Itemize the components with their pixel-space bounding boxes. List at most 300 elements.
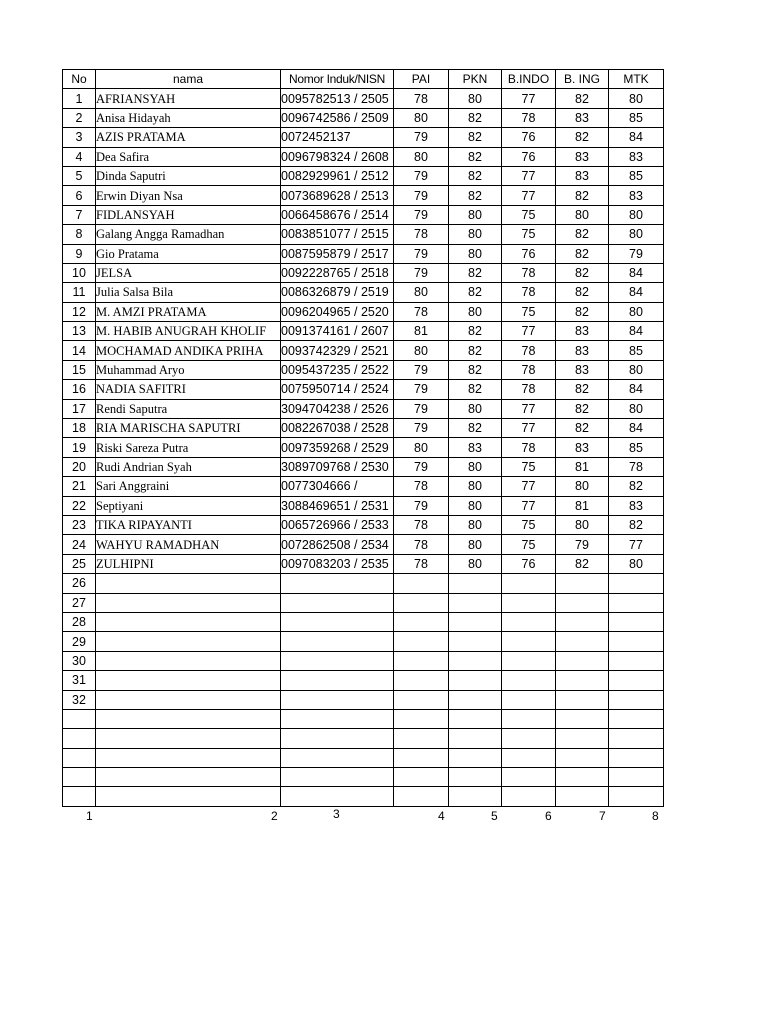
header-pkn: PKN xyxy=(449,70,502,89)
score-pai xyxy=(394,729,449,748)
score-pkn: 82 xyxy=(449,360,502,379)
score-bindo xyxy=(502,632,556,651)
score-pkn: 80 xyxy=(449,205,502,224)
score-bing xyxy=(556,651,609,670)
score-bindo xyxy=(502,651,556,670)
score-bindo xyxy=(502,787,556,806)
student-nisn: 0096742586 / 2509 xyxy=(281,108,394,127)
score-mtk: 80 xyxy=(609,302,664,321)
score-pai xyxy=(394,690,449,709)
row-number: 6 xyxy=(63,186,96,205)
student-name: Rudi Andrian Syah xyxy=(96,457,281,476)
row-number: 5 xyxy=(63,166,96,185)
student-nisn xyxy=(281,768,394,787)
score-mtk: 83 xyxy=(609,186,664,205)
score-pkn: 80 xyxy=(449,457,502,476)
student-name: Riski Sareza Putra xyxy=(96,438,281,457)
student-name: Septiyani xyxy=(96,496,281,515)
score-mtk xyxy=(609,651,664,670)
student-name: Sari Anggraini xyxy=(96,477,281,496)
table-row xyxy=(63,574,664,593)
score-bing: 82 xyxy=(556,399,609,418)
score-mtk xyxy=(609,632,664,651)
score-bing xyxy=(556,632,609,651)
table-row xyxy=(63,690,664,709)
score-bindo: 78 xyxy=(502,341,556,360)
score-mtk: 80 xyxy=(609,89,664,108)
table-row xyxy=(63,399,664,418)
student-nisn xyxy=(281,651,394,670)
score-bing: 82 xyxy=(556,244,609,263)
student-nisn: 0066458676 / 2514 xyxy=(281,205,394,224)
score-bing: 79 xyxy=(556,535,609,554)
student-name xyxy=(96,671,281,690)
student-name xyxy=(96,709,281,728)
score-pkn: 80 xyxy=(449,477,502,496)
student-name: WAHYU RAMADHAN xyxy=(96,535,281,554)
score-bindo xyxy=(502,593,556,612)
row-number: 14 xyxy=(63,341,96,360)
student-nisn: 0075950714 / 2524 xyxy=(281,380,394,399)
score-pkn: 80 xyxy=(449,554,502,573)
student-name xyxy=(96,612,281,631)
score-bing xyxy=(556,593,609,612)
row-number: 8 xyxy=(63,225,96,244)
student-name: Julia Salsa Bila xyxy=(96,283,281,302)
score-pai: 79 xyxy=(394,186,449,205)
score-pkn: 82 xyxy=(449,128,502,147)
score-bing: 82 xyxy=(556,380,609,399)
student-name: Dea Safira xyxy=(96,147,281,166)
score-mtk: 77 xyxy=(609,535,664,554)
student-name: Dinda Saputri xyxy=(96,166,281,185)
score-pkn xyxy=(449,593,502,612)
student-nisn: 0091374161 / 2607 xyxy=(281,322,394,341)
score-bindo: 75 xyxy=(502,205,556,224)
score-pai: 79 xyxy=(394,399,449,418)
score-bindo: 75 xyxy=(502,225,556,244)
row-number: 13 xyxy=(63,322,96,341)
score-mtk: 84 xyxy=(609,380,664,399)
column-number: 2 xyxy=(271,809,278,823)
score-bindo: 77 xyxy=(502,322,556,341)
score-mtk: 80 xyxy=(609,360,664,379)
table-row xyxy=(63,263,664,282)
score-bing: 83 xyxy=(556,360,609,379)
header-pai: PAI xyxy=(394,70,449,89)
row-number: 19 xyxy=(63,438,96,457)
table-row xyxy=(63,108,664,127)
score-bindo: 75 xyxy=(502,535,556,554)
table-row xyxy=(63,787,664,806)
score-bindo: 77 xyxy=(502,496,556,515)
score-pai: 79 xyxy=(394,419,449,438)
row-number: 9 xyxy=(63,244,96,263)
student-nisn xyxy=(281,690,394,709)
score-bing: 80 xyxy=(556,477,609,496)
score-bindo: 75 xyxy=(502,457,556,476)
row-number: 18 xyxy=(63,419,96,438)
score-pkn: 82 xyxy=(449,419,502,438)
row-number: 4 xyxy=(63,147,96,166)
score-pai: 79 xyxy=(394,496,449,515)
table-row xyxy=(63,128,664,147)
score-pkn xyxy=(449,709,502,728)
score-pai xyxy=(394,768,449,787)
score-pkn: 80 xyxy=(449,89,502,108)
column-number: 5 xyxy=(491,809,498,823)
score-pai: 79 xyxy=(394,205,449,224)
score-bindo: 77 xyxy=(502,186,556,205)
score-pai: 79 xyxy=(394,128,449,147)
student-nisn: 3089709768 / 2530 xyxy=(281,457,394,476)
score-bing xyxy=(556,574,609,593)
student-nisn: 0077304666 / xyxy=(281,477,394,496)
score-pkn: 82 xyxy=(449,283,502,302)
score-pai xyxy=(394,593,449,612)
score-pai: 78 xyxy=(394,302,449,321)
score-mtk: 85 xyxy=(609,108,664,127)
student-name: M. AMZI PRATAMA xyxy=(96,302,281,321)
score-mtk: 83 xyxy=(609,147,664,166)
header-row xyxy=(63,70,664,89)
student-name xyxy=(96,632,281,651)
score-bindo: 78 xyxy=(502,380,556,399)
column-number: 4 xyxy=(438,809,445,823)
row-number: 3 xyxy=(63,128,96,147)
table-row xyxy=(63,147,664,166)
score-bindo: 77 xyxy=(502,399,556,418)
score-pai: 79 xyxy=(394,360,449,379)
table-row xyxy=(63,593,664,612)
student-nisn: 0082929961 / 2512 xyxy=(281,166,394,185)
score-pkn: 80 xyxy=(449,399,502,418)
score-bindo: 77 xyxy=(502,89,556,108)
score-bindo: 77 xyxy=(502,477,556,496)
student-name xyxy=(96,768,281,787)
score-mtk xyxy=(609,729,664,748)
row-number: 25 xyxy=(63,554,96,573)
score-bindo: 78 xyxy=(502,108,556,127)
score-bing: 82 xyxy=(556,89,609,108)
score-bing xyxy=(556,612,609,631)
student-nisn: 0086326879 / 2519 xyxy=(281,283,394,302)
score-mtk xyxy=(609,612,664,631)
score-mtk xyxy=(609,574,664,593)
table-row xyxy=(63,438,664,457)
student-name: Galang Angga Ramadhan xyxy=(96,225,281,244)
score-bindo xyxy=(502,671,556,690)
score-mtk: 85 xyxy=(609,341,664,360)
column-number: 3 xyxy=(333,807,340,821)
score-bindo: 76 xyxy=(502,128,556,147)
score-pkn: 82 xyxy=(449,380,502,399)
score-pai: 79 xyxy=(394,263,449,282)
score-bing: 81 xyxy=(556,457,609,476)
score-pai: 78 xyxy=(394,554,449,573)
score-bindo xyxy=(502,612,556,631)
score-pkn: 80 xyxy=(449,496,502,515)
score-mtk: 84 xyxy=(609,263,664,282)
score-pai: 78 xyxy=(394,535,449,554)
table-row xyxy=(63,166,664,185)
row-number: 15 xyxy=(63,360,96,379)
student-name xyxy=(96,651,281,670)
student-nisn: 0097359268 / 2529 xyxy=(281,438,394,457)
row-number: 29 xyxy=(63,632,96,651)
score-pkn: 82 xyxy=(449,263,502,282)
score-mtk: 85 xyxy=(609,166,664,185)
score-pai: 79 xyxy=(394,166,449,185)
score-pai: 78 xyxy=(394,89,449,108)
row-number: 1 xyxy=(63,89,96,108)
score-pai xyxy=(394,574,449,593)
row-number: 16 xyxy=(63,380,96,399)
score-pai: 81 xyxy=(394,322,449,341)
score-bing xyxy=(556,768,609,787)
student-nisn: 3094704238 / 2526 xyxy=(281,399,394,418)
grade-table xyxy=(62,69,664,807)
student-name xyxy=(96,690,281,709)
score-mtk: 82 xyxy=(609,515,664,534)
score-bindo xyxy=(502,709,556,728)
row-number: 23 xyxy=(63,515,96,534)
student-name: Rendi Saputra xyxy=(96,399,281,418)
table-row xyxy=(63,651,664,670)
score-bing: 81 xyxy=(556,496,609,515)
table-row xyxy=(63,709,664,728)
score-bing xyxy=(556,729,609,748)
table-row xyxy=(63,419,664,438)
column-number-row xyxy=(0,808,768,824)
score-pkn: 83 xyxy=(449,438,502,457)
student-nisn xyxy=(281,709,394,728)
score-mtk: 80 xyxy=(609,225,664,244)
score-mtk: 85 xyxy=(609,438,664,457)
score-bing: 82 xyxy=(556,186,609,205)
student-name: TIKA RIPAYANTI xyxy=(96,515,281,534)
score-pkn: 82 xyxy=(449,166,502,185)
row-number xyxy=(63,768,96,787)
score-bing: 82 xyxy=(556,263,609,282)
table-row xyxy=(63,729,664,748)
score-mtk xyxy=(609,787,664,806)
table-row xyxy=(63,302,664,321)
column-number: 8 xyxy=(652,809,659,823)
student-name xyxy=(96,593,281,612)
table-row xyxy=(63,515,664,534)
score-bindo: 77 xyxy=(502,419,556,438)
score-pai: 78 xyxy=(394,225,449,244)
row-number: 21 xyxy=(63,477,96,496)
student-nisn: 0072452137 xyxy=(281,128,394,147)
student-name: FIDLANSYAH xyxy=(96,205,281,224)
table-row xyxy=(63,225,664,244)
table-row xyxy=(63,632,664,651)
header-bing: B. ING xyxy=(556,70,609,89)
header-nama: nama xyxy=(96,70,281,89)
student-nisn: 0095782513 / 2505 xyxy=(281,89,394,108)
score-pkn: 82 xyxy=(449,322,502,341)
score-pkn: 82 xyxy=(449,108,502,127)
score-bing: 80 xyxy=(556,515,609,534)
table-row xyxy=(63,244,664,263)
table-row xyxy=(63,535,664,554)
score-pkn: 82 xyxy=(449,147,502,166)
student-nisn xyxy=(281,729,394,748)
student-nisn: 3088469651 / 2531 xyxy=(281,496,394,515)
table-row xyxy=(63,322,664,341)
score-pkn xyxy=(449,574,502,593)
table-row xyxy=(63,380,664,399)
score-bing: 82 xyxy=(556,419,609,438)
student-name: Erwin Diyan Nsa xyxy=(96,186,281,205)
student-nisn xyxy=(281,632,394,651)
student-name: ZULHIPNI xyxy=(96,554,281,573)
score-mtk: 78 xyxy=(609,457,664,476)
score-bindo xyxy=(502,729,556,748)
score-pkn: 80 xyxy=(449,515,502,534)
student-nisn: 0082267038 / 2528 xyxy=(281,419,394,438)
score-mtk: 84 xyxy=(609,322,664,341)
score-bing xyxy=(556,671,609,690)
table-row xyxy=(63,496,664,515)
student-nisn: 0092228765 / 2518 xyxy=(281,263,394,282)
score-pkn xyxy=(449,632,502,651)
student-nisn: 0096798324 / 2608 xyxy=(281,147,394,166)
table-row xyxy=(63,283,664,302)
score-pai: 80 xyxy=(394,341,449,360)
score-pai: 80 xyxy=(394,438,449,457)
student-nisn: 0083851077 / 2515 xyxy=(281,225,394,244)
table-row xyxy=(63,89,664,108)
row-number: 31 xyxy=(63,671,96,690)
score-bindo: 78 xyxy=(502,360,556,379)
student-nisn xyxy=(281,574,394,593)
student-name: AZIS PRATAMA xyxy=(96,128,281,147)
row-number: 30 xyxy=(63,651,96,670)
score-pkn: 82 xyxy=(449,186,502,205)
score-bing: 82 xyxy=(556,128,609,147)
score-bing: 83 xyxy=(556,438,609,457)
score-bing: 82 xyxy=(556,225,609,244)
row-number: 24 xyxy=(63,535,96,554)
score-mtk: 83 xyxy=(609,496,664,515)
score-pkn xyxy=(449,612,502,631)
score-pkn xyxy=(449,690,502,709)
score-bindo: 78 xyxy=(502,283,556,302)
score-bindo: 76 xyxy=(502,244,556,263)
row-number: 32 xyxy=(63,690,96,709)
student-name xyxy=(96,787,281,806)
score-bing: 83 xyxy=(556,108,609,127)
table-row xyxy=(63,671,664,690)
score-mtk: 80 xyxy=(609,399,664,418)
row-number xyxy=(63,729,96,748)
row-number xyxy=(63,709,96,728)
header-no: No xyxy=(63,70,96,89)
row-number: 10 xyxy=(63,263,96,282)
row-number: 20 xyxy=(63,457,96,476)
score-pkn: 80 xyxy=(449,535,502,554)
student-nisn xyxy=(281,787,394,806)
score-pai: 80 xyxy=(394,283,449,302)
student-name: RIA MARISCHA SAPUTRI xyxy=(96,419,281,438)
row-number: 12 xyxy=(63,302,96,321)
student-name xyxy=(96,748,281,767)
row-number xyxy=(63,748,96,767)
score-pai: 79 xyxy=(394,380,449,399)
student-nisn xyxy=(281,612,394,631)
score-bing xyxy=(556,748,609,767)
row-number: 11 xyxy=(63,283,96,302)
student-name: AFRIANSYAH xyxy=(96,89,281,108)
score-bing: 80 xyxy=(556,205,609,224)
score-bing: 83 xyxy=(556,166,609,185)
header-bindo: B.INDO xyxy=(502,70,556,89)
score-bing: 82 xyxy=(556,554,609,573)
score-bing: 82 xyxy=(556,283,609,302)
row-number: 28 xyxy=(63,612,96,631)
student-nisn: 0065726966 / 2533 xyxy=(281,515,394,534)
row-number: 22 xyxy=(63,496,96,515)
student-name: Gio Pratama xyxy=(96,244,281,263)
score-mtk xyxy=(609,768,664,787)
row-number xyxy=(63,787,96,806)
score-bindo: 78 xyxy=(502,438,556,457)
score-pkn xyxy=(449,651,502,670)
score-pkn: 80 xyxy=(449,244,502,263)
score-pai: 80 xyxy=(394,108,449,127)
score-bing: 82 xyxy=(556,302,609,321)
score-bindo: 76 xyxy=(502,147,556,166)
table-row xyxy=(63,612,664,631)
header-nisn: Nomor Induk/NISN xyxy=(281,70,394,89)
student-nisn: 0087595879 / 2517 xyxy=(281,244,394,263)
row-number: 26 xyxy=(63,574,96,593)
header-mtk: MTK xyxy=(609,70,664,89)
student-nisn: 0097083203 / 2535 xyxy=(281,554,394,573)
table-row xyxy=(63,457,664,476)
score-mtk xyxy=(609,593,664,612)
score-mtk xyxy=(609,690,664,709)
score-pkn: 80 xyxy=(449,225,502,244)
score-bindo xyxy=(502,768,556,787)
student-name: Muhammad Aryo xyxy=(96,360,281,379)
table-row xyxy=(63,205,664,224)
score-mtk xyxy=(609,709,664,728)
student-nisn: 0072862508 / 2534 xyxy=(281,535,394,554)
score-pai: 80 xyxy=(394,147,449,166)
student-name xyxy=(96,574,281,593)
score-pai xyxy=(394,651,449,670)
student-name: JELSA xyxy=(96,263,281,282)
score-bindo: 75 xyxy=(502,302,556,321)
student-name: M. HABIB ANUGRAH KHOLIF xyxy=(96,322,281,341)
score-mtk: 79 xyxy=(609,244,664,263)
column-number: 6 xyxy=(545,809,552,823)
score-pkn: 82 xyxy=(449,341,502,360)
score-mtk: 84 xyxy=(609,419,664,438)
score-pai xyxy=(394,787,449,806)
score-pai xyxy=(394,709,449,728)
student-nisn xyxy=(281,748,394,767)
score-pai xyxy=(394,612,449,631)
student-name xyxy=(96,729,281,748)
row-number: 2 xyxy=(63,108,96,127)
score-bindo: 76 xyxy=(502,554,556,573)
column-number: 1 xyxy=(86,809,93,823)
